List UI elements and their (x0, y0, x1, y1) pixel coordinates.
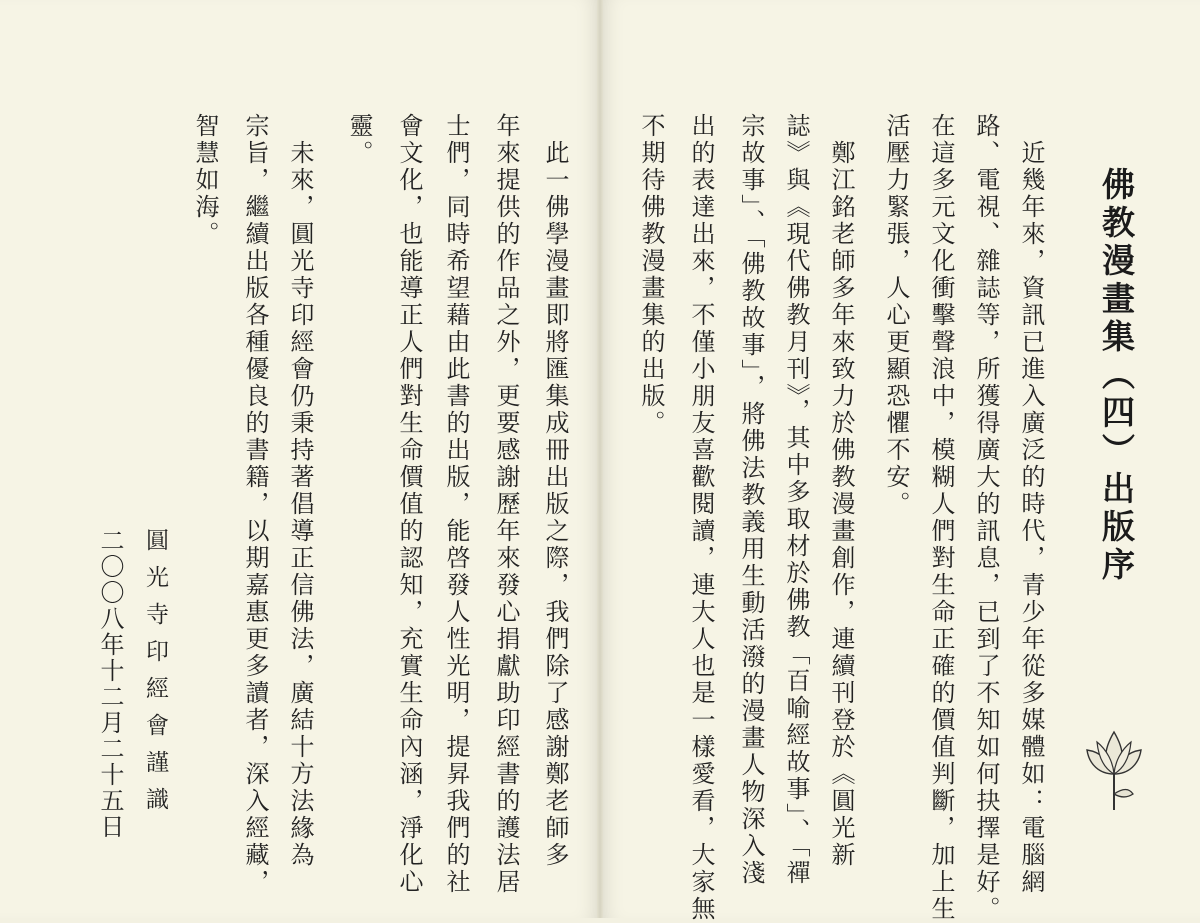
paragraph-4-line-3: 智慧如海。 (191, 113, 219, 248)
book-gutter (597, 0, 603, 918)
paragraph-1-line-1: 近幾年來，資訊已進入廣泛的時代，青少年從多媒體如：電腦網 (1017, 140, 1045, 896)
paragraph-3-line-3: 士們，同時希望藉由此書的出版，能啓發人性光明，提昇我們的社 (442, 113, 470, 896)
page-title: 佛教漫畫集（四）出版序 (1097, 167, 1136, 585)
paragraph-1-line-4: 活壓力緊張，人心更顯恐懼不安。 (882, 113, 910, 518)
paragraph-4-line-2: 宗旨，繼續出版各種優良的書籍，以期嘉惠更多讀者，深入經藏， (241, 113, 269, 896)
paragraph-3-line-4: 會文化，也能導正人們對生命價值的認知，充實生命內涵，淨化心 (395, 113, 423, 896)
paragraph-3-line-2: 年來提供的作品之外，更要感謝歷年來發心捐獻助印經書的護法居 (492, 113, 520, 896)
paragraph-3-line-5: 靈。 (345, 113, 373, 167)
paragraph-1-line-3: 在這多元文化衝擊聲浪中，模糊人們對生命正確的價值判斷，加上生 (927, 113, 955, 923)
paragraph-3-line-1: 此一佛學漫畫即將匯集成冊出版之際，我們除了感謝鄭老師多 (541, 140, 569, 869)
paragraph-2-line-4: 出的表達出來，不僅小朋友喜歡閱讀，連大人也是一樣愛看，大家無 (687, 113, 715, 923)
paragraph-1-line-2: 路、電視、雜誌等，所獲得廣大的訊息，已到了不知如何抉擇是好。 (972, 113, 1000, 923)
paragraph-2-line-2: 誌》與《現代佛教月刊》，其中多取材於佛教「百喻經故事」、「禪 (782, 113, 810, 887)
lotus-icon (1085, 728, 1143, 812)
signature-date: 二〇〇八年十二月二十五日 (96, 528, 124, 840)
paragraph-2-line-1: 鄭江銘老師多年來致力於佛教漫畫創作，連續刊登於《圓光新 (827, 140, 855, 869)
signature-org: 圓光寺印經會謹識 (142, 528, 168, 824)
paragraph-2-line-5: 不期待佛教漫畫集的出版。 (637, 113, 665, 437)
paragraph-2-line-3: 宗故事」、「佛教故事」，將佛法教義用生動活潑的漫畫人物深入淺 (737, 113, 765, 887)
paragraph-4-line-1: 未來，圓光寺印經會仍秉持著倡導正信佛法，廣結十方法緣為 (286, 140, 314, 869)
